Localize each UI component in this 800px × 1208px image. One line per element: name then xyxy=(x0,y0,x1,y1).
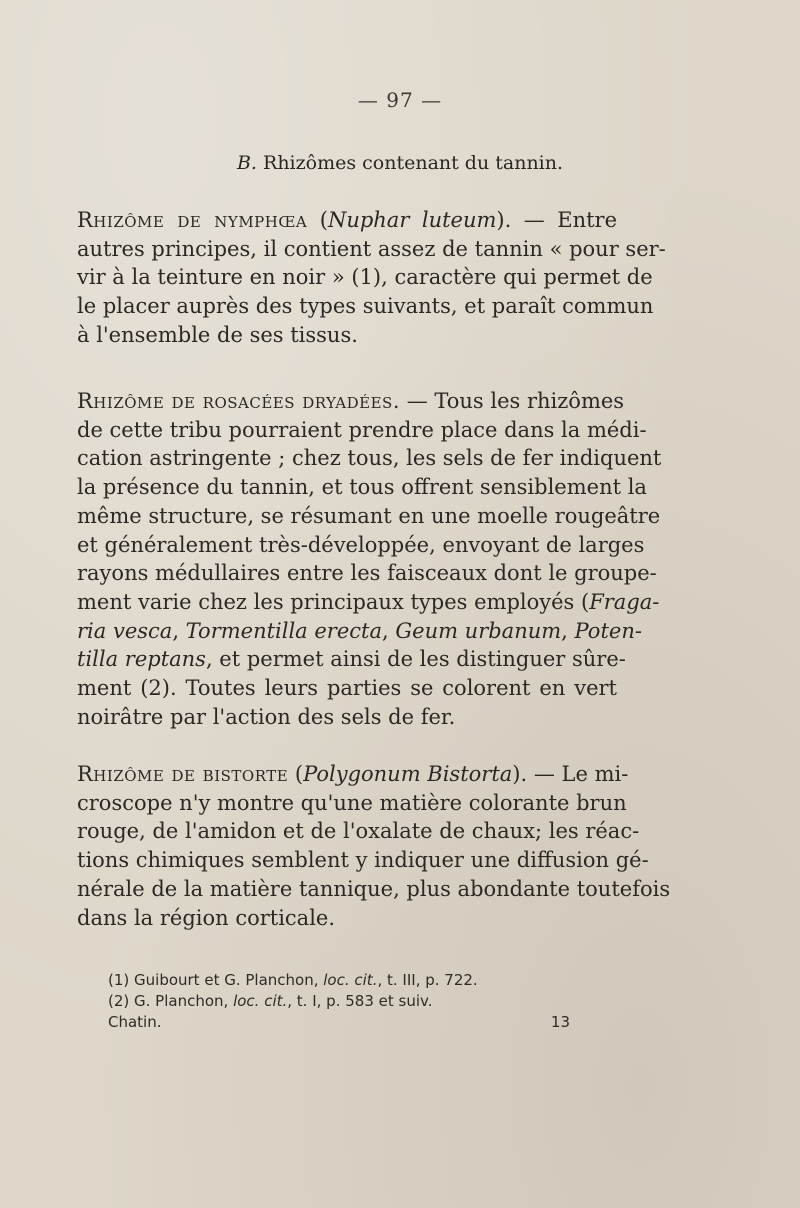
text-line: croscope n'y montre qu'une matière colorante brun xyxy=(77,790,627,815)
text-fragment: , xyxy=(561,618,575,643)
citation-abbrev: loc. cit. xyxy=(233,992,288,1010)
species-name: Nuphar luteum xyxy=(327,208,497,232)
text-line: ment (2). Toutes leurs parties se colorent en vert xyxy=(77,676,617,701)
text-line: rayons médullaires entre les faisceaux dont le groupe- xyxy=(77,561,657,586)
text-line xyxy=(77,760,629,789)
text-line: noirâtre par l'action des sels de fer. xyxy=(77,704,456,729)
species-name: Fraga- xyxy=(589,589,660,614)
text-line: de cette tribu pourraient prendre place dans la médi- xyxy=(77,417,647,442)
text-fragment: , xyxy=(172,618,186,643)
text-fragment: ). — Le mi- xyxy=(512,762,629,786)
section-heading xyxy=(0,152,800,174)
text-fragment: ( xyxy=(307,208,328,232)
text-line: le placer auprès des types suivants, et paraît commun xyxy=(77,294,654,319)
text-fragment: , t. I, p. 583 et suiv. xyxy=(287,992,433,1010)
species-name: Polygonum Bistorta xyxy=(303,762,513,786)
text-line: rouge, de l'amidon et de l'oxalate de chaux; les réac- xyxy=(77,819,640,844)
text-fragment: , xyxy=(382,618,396,643)
section-letter: B. xyxy=(236,152,257,174)
text-line xyxy=(77,645,626,674)
citation-abbrev: loc. cit. xyxy=(323,971,378,989)
paragraph-rosacees xyxy=(77,387,662,731)
text-line: cation astringente ; chez tous, les sels de fer indiquent xyxy=(77,446,662,471)
footnote-2 xyxy=(108,991,598,1012)
text-line: tions chimiques semblent y indiquer une diffusion gé- xyxy=(77,848,649,873)
text-fragment: , et permet ainsi de les distinguer sûre- xyxy=(205,647,626,672)
text-line xyxy=(77,206,617,235)
species-name: Geum urbanum xyxy=(395,618,562,643)
text-fragment: ( xyxy=(288,762,304,786)
paragraph-bistorte xyxy=(77,760,671,932)
text-line: vir à la teinture en noir » (1), caractère qui permet de xyxy=(77,265,653,290)
text-line xyxy=(77,588,660,617)
text-fragment: ). — Entre xyxy=(496,208,618,232)
footnotes xyxy=(108,970,598,1033)
species-name: ria vesca xyxy=(77,618,173,643)
signature-author: Chatin. xyxy=(108,1013,162,1031)
text-line: dans la région corticale. xyxy=(77,905,336,930)
text-fragment: ment varie chez les principaux types employés ( xyxy=(77,589,590,614)
text-fragment: (2) G. Planchon, xyxy=(108,992,234,1010)
text-line: la présence du tannin, et tous offrent sensiblement la xyxy=(77,475,647,500)
text-line: et généralement très-développée, envoyant de larges xyxy=(77,532,645,557)
entry-heading: Rhizôme de bistorte xyxy=(77,762,289,786)
paragraph-nymphaea xyxy=(77,206,666,350)
section-title: Rhizômes contenant du tannin. xyxy=(263,152,564,174)
text-line: même structure, se résumant en une moelle rougeâtre xyxy=(77,503,661,528)
text-line: autres principes, il contient assez de tannin « pour ser- xyxy=(77,236,666,261)
page-number: — 97 — xyxy=(357,88,443,112)
text-line xyxy=(77,617,642,646)
text-fragment: (1) Guibourt et G. Planchon, xyxy=(108,971,324,989)
text-line: nérale de la matière tannique, plus abondante toutefois xyxy=(77,876,671,901)
species-name: tilla reptans xyxy=(77,647,206,672)
text-fragment: — Tous les rhizômes xyxy=(400,389,625,413)
text-line xyxy=(77,387,625,416)
text-fragment: , t. III, p. 722. xyxy=(377,971,478,989)
entry-heading: Rhizôme de nymphœa xyxy=(77,208,308,232)
species-name: Poten- xyxy=(574,618,642,643)
signature-line xyxy=(108,1012,570,1033)
text-line: à l'ensemble de ses tissus. xyxy=(77,322,358,347)
entry-heading: Rhizôme de rosacées dryadées. xyxy=(77,389,401,413)
signature-sheet-number: 13 xyxy=(550,1013,570,1031)
species-name: Tormentilla erecta xyxy=(185,618,382,643)
footnote-1 xyxy=(108,970,598,991)
